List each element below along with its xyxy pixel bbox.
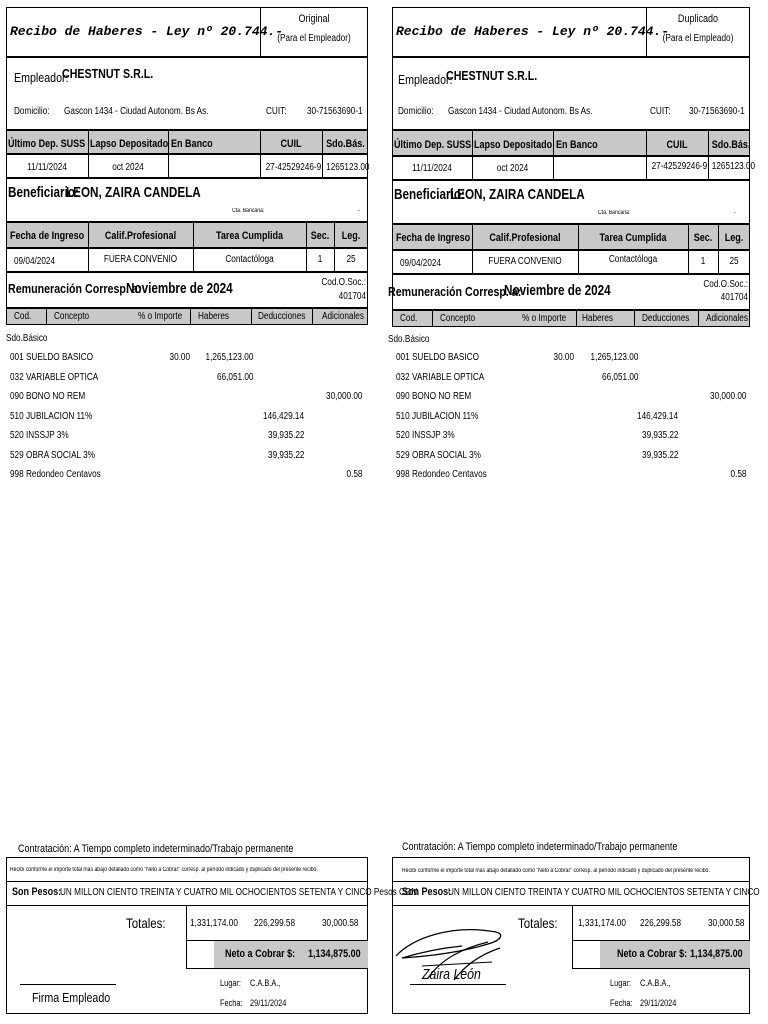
item-haber: 66,051.00 — [601, 372, 638, 383]
firma-empleado-label: Firma Empleado — [32, 990, 111, 1005]
item-desc: 529 OBRA SOCIAL 3% — [396, 450, 481, 461]
hdr-cuil: CUIL — [280, 138, 302, 150]
item-deduc: 146,429.14 — [262, 411, 304, 422]
neto-label: Neto a Cobrar $: — [617, 948, 688, 960]
items-hdr-deducciones: Deducciones — [642, 313, 690, 324]
contratacion-text: Contratación: A Tiempo completo indeterminado/Trabajo permanente — [402, 841, 678, 853]
item-deduc: 39,935.22 — [641, 430, 678, 441]
items-hdr-cod: Cod. — [14, 311, 32, 322]
item-desc: 520 INSSJP 3% — [10, 430, 69, 441]
item-desc: 510 JUBILACION 11% — [396, 411, 479, 422]
item-desc: 001 SUELDO BASICO — [10, 352, 93, 363]
val-sdo-bas: 1265123.00 — [326, 162, 370, 173]
total-adicionales: 30,000.58 — [322, 918, 359, 929]
hdr-fecha-ingreso: Fecha de Ingreso — [396, 232, 471, 244]
val-ultimo-dep: 11/11/2024 — [412, 163, 452, 174]
employer-label: Empleador: — [398, 72, 453, 87]
val-cuil: 27-42529246-9 — [265, 162, 322, 173]
val-sec: 1 — [700, 256, 706, 267]
remun-label: Remuneración Corresp. a: — [388, 284, 522, 299]
items-hdr-concepto: Concepto — [54, 311, 90, 322]
hdr-calif: Calif.Profesional — [489, 232, 561, 244]
hdr-calif: Calif.Profesional — [104, 230, 177, 242]
cuit-value: 30-71563690-1 — [689, 106, 745, 117]
cuit-value: 30-71563690-1 — [307, 106, 363, 117]
codsoc-label: Cod.O.Soc.: — [321, 277, 366, 288]
hdr-fecha-ingreso: Fecha de Ingreso — [10, 230, 85, 242]
item-qty: 30.00 — [553, 352, 574, 363]
cta-bancaria-value: - — [358, 208, 360, 214]
total-deducciones: 226,299.58 — [640, 918, 682, 929]
codsoc-value: 401704 — [720, 292, 748, 303]
receipt-duplicado — [388, 0, 760, 1024]
item-row — [396, 430, 750, 444]
val-sdo-bas: 1265123.00 — [711, 161, 756, 172]
totales-label: Totales: — [518, 915, 558, 931]
total-haberes: 1,331,174.00 — [190, 918, 238, 929]
val-lapso: oct 2024 — [112, 162, 144, 173]
item-desc: 090 BONO NO REM — [10, 391, 86, 402]
hdr-ultimo-dep: Último Dep. SUSS — [8, 138, 86, 150]
item-row — [10, 469, 368, 483]
val-fecha-ingreso: 09/04/2024 — [14, 256, 56, 267]
employer-name: CHESTNUT S.R.L. — [62, 66, 154, 81]
fecha-label: Fecha: — [220, 998, 243, 1008]
item-desc: 510 JUBILACION 11% — [10, 411, 93, 422]
val-tarea: Contactóloga — [225, 254, 274, 265]
item-haber: 1,265,123.00 — [205, 352, 253, 363]
copy-label: Duplicado — [677, 13, 719, 25]
item-desc: 090 BONO NO REM — [396, 391, 472, 402]
neto-value: 1,134,875.00 — [690, 948, 743, 960]
hdr-sec: Sec. — [310, 230, 330, 242]
item-row — [396, 391, 750, 405]
item-haber: 66,051.00 — [216, 372, 253, 383]
items-hdr-cod: Cod. — [400, 313, 418, 324]
hdr-ultimo-dep: Último Dep. SUSS — [394, 139, 472, 151]
items-hdr-concepto: Concepto — [440, 313, 476, 324]
items-hdr-adicionales: Adicionales — [706, 313, 748, 324]
item-desc: 998 Redondeo Centavos — [10, 469, 101, 480]
son-pesos-label: Son Pesos: — [12, 886, 62, 898]
employer-label: Empleador: — [14, 70, 69, 85]
receipt-title: Recibo de Haberes - Ley nº 20.744.- — [396, 24, 670, 39]
item-row — [396, 411, 750, 425]
hdr-leg: Leg. — [341, 230, 361, 242]
domicilio-value: Gascon 1434 - Ciudad Autonom. Bs As. — [448, 106, 593, 117]
item-row — [396, 372, 750, 386]
remun-period: Noviembre de 2024 — [504, 282, 611, 299]
item-adic: 0.58 — [730, 469, 746, 480]
item-row — [396, 352, 750, 366]
item-desc: 032 VARIABLE OPTICA — [10, 372, 99, 383]
employer-block — [6, 57, 368, 130]
beneficiario-name: LEON, ZAIRA CANDELA — [66, 184, 201, 201]
beneficiario-label: Beneficiario: — [394, 186, 465, 203]
hdr-sdo-bas: Sdo.Bás. — [711, 139, 751, 151]
item-row — [10, 352, 368, 366]
signature-name: Zaira León — [422, 966, 481, 983]
item-row — [10, 391, 368, 405]
item-deduc: 39,935.22 — [267, 450, 304, 461]
val-tarea: Contactóloga — [608, 254, 658, 265]
hdr-leg: Leg. — [724, 232, 744, 244]
recibi-text: Recibí conforme el importe total más abajo detallado como "Neto a Cobrar" corresp. al período indicado y duplicado del presente recibo. — [402, 868, 710, 874]
remun-period: Noviembre de 2024 — [126, 280, 233, 297]
hdr-tarea: Tarea Cumplida — [215, 230, 284, 242]
items-hdr-importe: % o Importe — [138, 311, 183, 322]
sdo-basico-label: Sdo.Básico — [6, 333, 48, 344]
copy-sub: (Para el Empleado) — [662, 33, 734, 44]
items-hdr-importe: % o Importe — [522, 313, 567, 324]
val-sec: 1 — [317, 254, 323, 265]
fecha-label: Fecha: — [610, 998, 633, 1008]
item-row — [396, 450, 750, 464]
val-leg: 25 — [346, 254, 356, 265]
lugar-value: C.A.B.A., — [640, 978, 671, 988]
hdr-cuil: CUIL — [666, 139, 688, 151]
item-adic: 0.58 — [346, 469, 362, 480]
item-deduc: 39,935.22 — [641, 450, 678, 461]
recibi-text: Recibí conforme el importe total más abajo detallado como "Neto a Cobrar" corresp. al período indicado y duplicado del presente recibo. — [10, 867, 318, 873]
item-row — [396, 469, 750, 483]
total-deducciones: 226,299.58 — [254, 918, 296, 929]
beneficiario-name: LEON, ZAIRA CANDELA — [450, 186, 585, 203]
val-lapso: oct 2024 — [496, 163, 529, 174]
fecha-value: 29/11/2024 — [250, 998, 287, 1008]
hdr-banco: En Banco — [556, 139, 598, 151]
item-adic: 30,000.00 — [709, 391, 746, 402]
item-deduc: 146,429.14 — [636, 411, 678, 422]
codsoc-label: Cod.O.Soc.: — [703, 279, 748, 290]
item-adic: 30,000.00 — [325, 391, 362, 402]
cuit-label: CUIT: — [650, 106, 671, 117]
lugar-label: Lugar: — [220, 978, 241, 988]
item-row — [10, 450, 368, 464]
copy-label: Original — [298, 13, 330, 25]
copy-sub: (Para el Empleador) — [277, 33, 351, 44]
son-pesos-text: UN MILLON CIENTO TREINTA Y CUATRO MIL OCHOCIENTOS SETENTA Y CINCO Pesos CON — [60, 887, 418, 898]
neto-label: Neto a Cobrar $: — [225, 948, 296, 960]
fecha-value: 29/11/2024 — [640, 998, 677, 1008]
items-hdr-deducciones: Deducciones — [258, 311, 306, 322]
item-desc: 032 VARIABLE OPTICA — [396, 372, 485, 383]
domicilio-label: Domicilio: — [398, 106, 434, 117]
item-row — [10, 372, 368, 386]
son-pesos-text: UN MILLON CIENTO TREINTA Y CUATRO MIL OCHOCIENTOS SETENTA Y CINCO — [448, 887, 760, 898]
sdo-basico-label: Sdo.Básico — [388, 334, 430, 345]
item-haber: 1,265,123.00 — [590, 352, 638, 363]
employer-name: CHESTNUT S.R.L. — [446, 68, 538, 83]
cuit-label: CUIT: — [266, 106, 287, 117]
val-calif: FUERA CONVENIO — [488, 256, 562, 267]
cta-bancaria-label: Cta. Bancaria: — [598, 210, 631, 216]
total-adicionales: 30,000.58 — [708, 918, 745, 929]
remun-label: Remuneración Corresp. a: — [8, 281, 142, 296]
son-pesos-label: Son Pesos: — [402, 886, 452, 898]
hdr-lapso: Lapso Depositado — [90, 138, 169, 150]
cta-bancaria-label: Cta. Bancaria: — [232, 208, 265, 214]
codsoc-value: 401704 — [338, 291, 366, 302]
item-row — [10, 430, 368, 444]
lugar-value: C.A.B.A., — [250, 978, 281, 988]
val-ultimo-dep: 11/11/2024 — [27, 162, 67, 173]
hdr-sdo-bas: Sdo.Bás. — [326, 138, 365, 150]
receipt-original — [6, 0, 418, 1024]
domicilio-value: Gascon 1434 - Ciudad Autonom. Bs As. — [64, 106, 209, 117]
hdr-lapso: Lapso Depositado — [474, 139, 553, 151]
item-desc: 529 OBRA SOCIAL 3% — [10, 450, 95, 461]
item-deduc: 39,935.22 — [267, 430, 304, 441]
beneficiario-label: Beneficiario: — [8, 184, 79, 201]
val-calif: FUERA CONVENIO — [103, 254, 178, 265]
item-row — [10, 411, 368, 425]
cta-bancaria-value: - — [734, 210, 736, 216]
hdr-tarea: Tarea Cumplida — [599, 232, 667, 244]
val-leg: 25 — [729, 256, 739, 267]
lugar-label: Lugar: — [610, 978, 631, 988]
receipt-title: Recibo de Haberes - Ley nº 20.744.- — [10, 24, 284, 39]
hdr-sec: Sec. — [693, 232, 713, 244]
item-desc: 520 INSSJP 3% — [396, 430, 455, 441]
val-fecha-ingreso: 09/04/2024 — [400, 258, 442, 269]
items-hdr-adicionales: Adicionales — [322, 311, 364, 322]
item-desc: 998 Redondeo Centavos — [396, 469, 487, 480]
items-hdr-haberes: Haberes — [582, 313, 614, 324]
contratacion-text: Contratación: A Tiempo completo indeterminado/Trabajo permanente — [18, 843, 294, 855]
total-haberes: 1,331,174.00 — [578, 918, 626, 929]
domicilio-label: Domicilio: — [14, 106, 50, 117]
item-desc: 001 SUELDO BASICO — [396, 352, 479, 363]
val-cuil: 27-42529246-9 — [651, 161, 708, 172]
items-hdr-haberes: Haberes — [198, 311, 230, 322]
neto-value: 1,134,875.00 — [308, 948, 361, 960]
hdr-banco: En Banco — [171, 138, 213, 150]
item-qty: 30.00 — [169, 352, 190, 363]
totales-label: Totales: — [126, 915, 166, 931]
